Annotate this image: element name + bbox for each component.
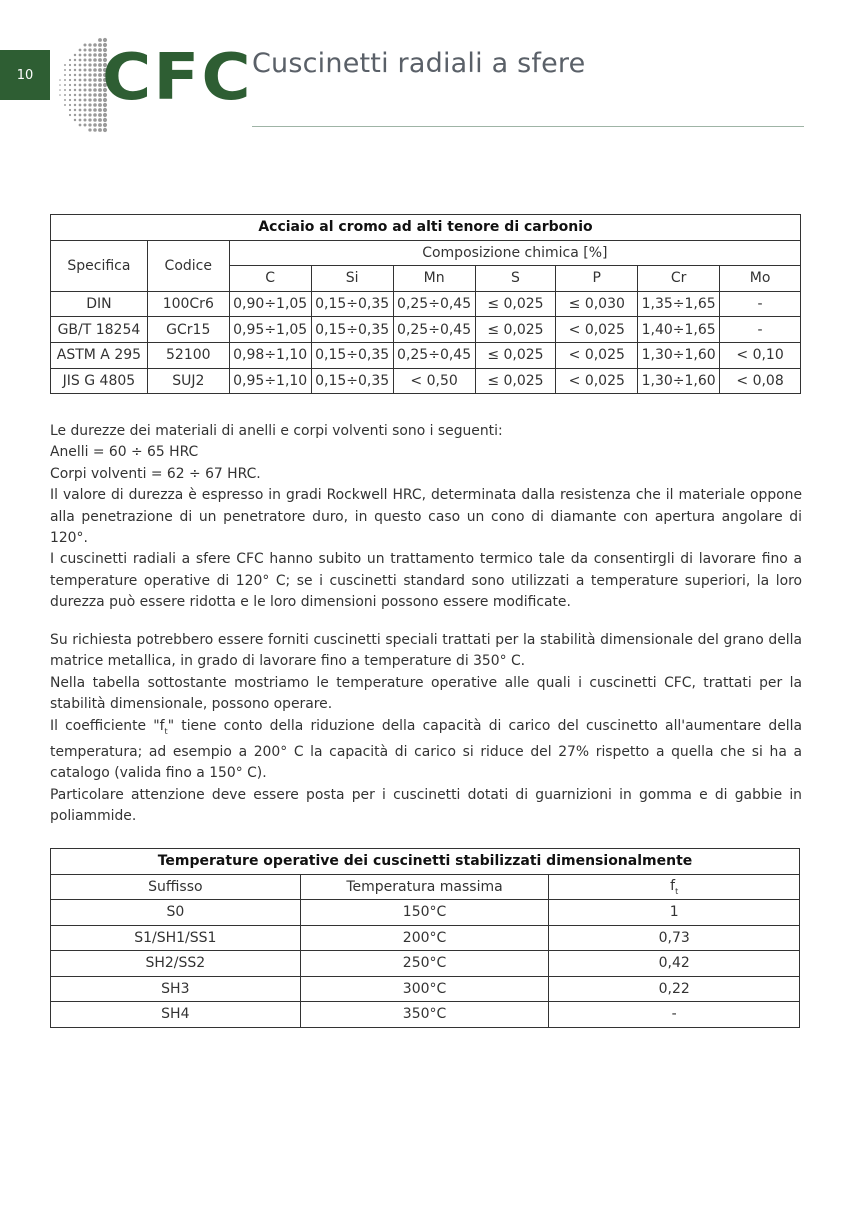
table-cell-suffix: SH2/SS2 [51,951,301,977]
paragraph: Su richiesta potrebbero essere forniti cuscinetti speciali trattati per la stabilità dimensionale del grano della matrice metallica, in grado di lavorare fino a temperature di 350° C. [50,632,802,670]
logo-dot [59,89,61,91]
ft-subscript: t [675,886,679,896]
paragraph: Nella tabella sottostante mostriamo le temperature operative alle quali i cuscinetti CFC, trattati per la stabilità dimensionale, possono operare. [50,674,802,713]
table-cell-code: GCr15 [147,317,229,343]
table-cell-code: 52100 [147,342,229,368]
table-cell-code: 100Cr6 [147,291,229,317]
logo-dot [79,109,82,112]
logo-dot [98,128,102,132]
column-header-specifica: Specifica [51,240,148,291]
table-cell-spec: GB/T 18254 [51,317,148,343]
logo-dot [79,99,82,102]
logo-dot [88,128,91,131]
logo-dot [88,48,91,51]
logo-dot [74,59,76,61]
page-title: Cuscinetti radiali a sfere [252,48,586,79]
table-cell-temp: 300°C [300,976,549,1002]
logo-dot [93,53,97,57]
table-row [51,368,801,394]
logo-dot [83,118,86,121]
table-cell-ft: 0,42 [549,951,800,977]
logo-dot [83,73,86,76]
logo-dot [74,84,76,86]
logo-dot [83,53,86,56]
table-cell-value: 0,15÷0,35 [311,368,393,394]
table-cell-ft: - [549,1002,800,1028]
element-header: C [229,266,311,292]
page-number: 10 [16,67,34,83]
table-cell-value: < 0,025 [556,317,638,343]
logo-dot [103,123,107,127]
logo-dot [74,79,76,81]
logo-dot [93,113,97,117]
logo-dot [64,74,66,76]
logo-dot [93,43,97,47]
logo-dot [93,58,97,62]
paragraph: Particolare attenzione deve essere posta per i cuscinetti dotati di guarnizioni in gomma e di gabbie in poliammide. [50,786,802,825]
table-row [51,1002,800,1028]
logo-dot [83,123,86,126]
table-cell-value: 1,40÷1,65 [638,317,720,343]
logo-dot [93,118,97,122]
logo-dot [64,69,66,71]
logo-dot [83,63,86,66]
logo-dot [83,108,86,111]
logo-dot [69,89,71,91]
logo-dot [83,68,86,71]
table-cell-temp: 200°C [300,925,549,951]
logo-dot [93,68,97,72]
table-cell-value: 0,95÷1,05 [229,317,311,343]
logo-dot [88,103,91,106]
logo-dot [59,94,61,96]
cfc-logo [58,36,253,136]
column-header-composition: Composizione chimica [%] [229,240,800,266]
table-cell-value: 0,95÷1,10 [229,368,311,394]
logo-dot [88,63,91,66]
logo-dot [88,58,91,61]
stability-text-block [50,630,802,827]
logo-dot [93,98,97,102]
table-cell-value: < 0,08 [720,368,801,394]
table-cell-value: < 0,025 [556,368,638,394]
table-row [51,976,800,1002]
logo-dot [64,94,66,96]
logo-dot [69,84,71,86]
logo-dot [59,84,61,86]
logo-dot [88,118,91,121]
element-header: P [556,266,638,292]
logo-dot [88,78,91,81]
logo-dot [93,123,97,127]
logo-dot [64,104,66,106]
column-header-temp: Temperatura massima [300,874,549,900]
logo-dot [79,104,82,107]
element-header: Mo [720,266,801,292]
table-cell-spec: DIN [51,291,148,317]
table-row [51,291,801,317]
table-cell-value: 0,15÷0,35 [311,317,393,343]
paragraph: Anelli = 60 ÷ 65 HRC [50,444,199,461]
logo-dot [69,79,71,81]
logo-dot [79,59,82,62]
table-header-row [51,240,801,266]
logo-dot [69,69,71,71]
paragraph: Le durezze dei materiali di anelli e corpi volventi sono i seguenti: [50,423,503,439]
subscript: t [164,726,168,736]
logo-dot [64,99,66,101]
logo-dot [69,64,71,66]
logo-dot [69,99,71,101]
logo-dot [79,54,82,57]
table-cell-value: ≤ 0,025 [475,317,556,343]
logo-dot [93,48,97,52]
table-cell-ft: 0,73 [549,925,800,951]
table-row [51,951,800,977]
table-cell-suffix: SH3 [51,976,301,1002]
logo-dot [103,128,107,132]
logo-dot [93,83,97,87]
table-cell-value: 0,98÷1,10 [229,342,311,368]
logo-dot [74,104,76,106]
logo-dot [88,93,91,96]
logo-dot [88,68,91,71]
table-cell-suffix: SH4 [51,1002,301,1028]
table-cell-value: < 0,50 [393,368,475,394]
table-cell-value: 1,35÷1,65 [638,291,720,317]
logo-dot [93,103,97,107]
ft-label: f [670,877,676,894]
table-header-row [51,874,800,900]
logo-dot [93,73,97,77]
table-cell-value: 1,30÷1,60 [638,368,720,394]
logo-dot [69,59,71,61]
table-cell-ft: 0,22 [549,976,800,1002]
column-header-ft [549,874,800,900]
table-cell-spec: ASTM A 295 [51,342,148,368]
logo-dot [83,113,86,116]
logo-dot [74,114,76,116]
logo-dot [93,108,97,112]
table-cell-value: 0,15÷0,35 [311,342,393,368]
table-cell-value: 1,30÷1,60 [638,342,720,368]
logo-dot [69,74,71,76]
table-title-row [51,849,800,875]
table-cell-suffix: S0 [51,900,301,926]
table-cell-temp: 350°C [300,1002,549,1028]
text-span: Il coefficiente "f [50,717,165,734]
logo-dot [74,89,76,91]
logo-dot [69,104,71,106]
table-cell-value: < 0,025 [556,342,638,368]
logo-dot [83,58,86,61]
logo-dot [93,63,97,67]
logo-dot [74,119,76,121]
logo-dot [74,54,76,56]
logo-dot [88,113,91,116]
logo-dot [83,83,86,86]
logo-dot [79,64,82,67]
logo-dot [69,94,71,96]
logo-dot [79,49,82,52]
table-cell-value: < 0,10 [720,342,801,368]
text-span: " tiene conto della riduzione della capacità di carico del cuscinetto all'aumentare della temperatura; ad esempio a 200° C la capacità di carico si riduce del 27% rispetto a quella che si ha a catalogo (valida fino a 150° C). [50,717,802,782]
table-cell-value: 0,25÷0,45 [393,291,475,317]
logo-dot [69,114,71,116]
logo-dot [88,88,91,91]
logo-dot [74,74,76,76]
column-header-suffix: Suffisso [51,874,301,900]
hardness-text-block [50,421,802,614]
table-title: Temperature operative dei cuscinetti stabilizzati dimensionalmente [51,849,800,875]
logo-text: CFC [102,41,253,115]
table-cell-value: 0,25÷0,45 [393,342,475,368]
table-cell-value: 0,15÷0,35 [311,291,393,317]
table-title-row [51,215,801,241]
table-cell-spec: JIS G 4805 [51,368,148,394]
table-cell-suffix: S1/SH1/SS1 [51,925,301,951]
logo-dot [59,79,61,81]
table-cell-value: ≤ 0,030 [556,291,638,317]
logo-dot [79,114,82,117]
logo-dot [88,108,91,111]
title-divider [252,126,804,127]
logo-dot [83,93,86,96]
element-header: Si [311,266,393,292]
logo-dot [64,64,66,66]
logo-dot [79,89,82,92]
table-title: Acciaio al cromo ad alti tenore di carbonio [51,215,801,241]
logo-dot [74,69,76,71]
table-cell-value: ≤ 0,025 [475,291,556,317]
temperature-table-body [51,900,800,1028]
logo-dot [98,123,102,127]
logo-dot [83,98,86,101]
logo-dot [79,79,82,82]
logo-dot [88,83,91,86]
table-row [51,342,801,368]
paragraph: Il valore di durezza è espresso in gradi Rockwell HRC, determinata dalla resistenza che il materiale oppone alla penetrazione di un penetratore duro, in questo caso un cono di diamante con apertura angolare di 120°. [50,487,802,547]
operating-temperature-table [50,848,800,1028]
table-cell-value: - [720,291,801,317]
logo-dot [79,84,82,87]
logo-dot [83,103,86,106]
table-row [51,925,800,951]
table-cell-value: - [720,317,801,343]
logo-dot [93,93,97,97]
logo-dot [88,123,91,126]
table-row [51,900,800,926]
logo-dot [83,78,86,81]
logo-dot [83,48,86,51]
logo-dot [93,88,97,92]
logo-dot [74,109,76,111]
chemical-table-body [51,291,801,393]
column-header-codice: Codice [147,240,229,291]
table-cell-temp: 150°C [300,900,549,926]
logo-dot [79,124,82,127]
logo-dot [79,119,82,122]
logo-dot [88,98,91,101]
logo-dot [88,53,91,56]
logo-dot [64,84,66,86]
logo-dot [69,109,71,111]
table-cell-value: 0,25÷0,45 [393,317,475,343]
paragraph [50,716,802,785]
logo-dot [83,43,86,46]
logo-dot [74,64,76,66]
paragraph: Corpi volventi = 62 ÷ 67 HRC. [50,465,261,482]
table-cell-value: ≤ 0,025 [475,342,556,368]
logo-dot [74,99,76,101]
logo-dot [64,79,66,81]
table-cell-code: SUJ2 [147,368,229,394]
table-cell-temp: 250°C [300,951,549,977]
table-cell-value: ≤ 0,025 [475,368,556,394]
chemical-composition-table [50,214,801,394]
paragraph: I cuscinetti radiali a sfere CFC hanno subito un trattamento termico tale da consentirgli di lavorare fino a temperature operative di 120° C; se i cuscinetti standard sono utilizzati a temperature superiori, la loro durezza può essere ridotta e le loro dimensioni possono essere modificate. [50,551,802,611]
logo-dot [64,89,66,91]
logo-dot [74,94,76,96]
logo-dot [79,69,82,72]
logo-dot [98,118,102,122]
logo-dot [83,88,86,91]
logo-dot [103,118,107,122]
table-cell-value: 0,90÷1,05 [229,291,311,317]
logo-dot [88,73,91,76]
logo-dot [93,128,97,132]
page-number-tab [0,50,50,100]
logo-dot [79,94,82,97]
table-row [51,317,801,343]
element-header: Mn [393,266,475,292]
table-cell-ft: 1 [549,900,800,926]
element-header: S [475,266,556,292]
element-header: Cr [638,266,720,292]
logo-dot [93,78,97,82]
logo-dot [88,43,91,46]
logo-dot [79,74,82,77]
